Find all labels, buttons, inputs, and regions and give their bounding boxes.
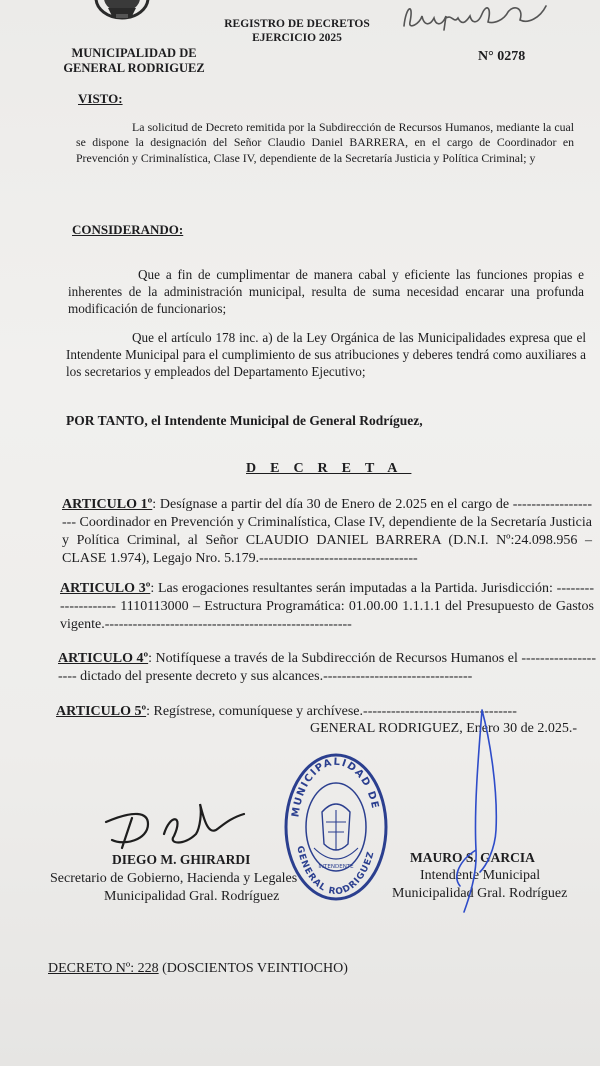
footer-decree-number [48,961,348,977]
article-5-text: : Regístrese, comuníquese y archívese.--------------------------------- [146,704,517,719]
handwritten-signature-garcia [420,700,550,920]
article-3-text: : Las erogaciones resultantes serán imputadas a la Partida. Jurisdicción: -------------------- 1110113000 – Estructura Programática: 01.00.00 1.1.1.1 del Presupuesto de Gastos vigente.----------------------------------------------------- [60,581,594,632]
visto-heading: VISTO: [78,91,123,106]
left-signatory-org: Municipalidad Gral. Rodríguez [104,889,280,904]
article-1 [62,496,592,568]
coat-of-arms-icon [86,0,158,24]
considerando-paragraph-2: Que el artículo 178 inc. a) de la Ley Orgánica de las Municipalidades expresa que el Intendente Municipal para el cumplimiento de sus atribuciones y deberes tendrá como auxiliares a los secretarios y empleados del Departamento Ejecutivo; [66,330,586,379]
article-5-label: ARTICULO 5º [56,704,147,719]
date-line: GENERAL RODRIGUEZ, Enero 30 de 2.025.- [310,721,577,736]
registry-line-1: REGISTRO DE DECRETOS [224,18,370,30]
right-signatory-role: Intendente Municipal [420,868,541,883]
svg-text:GENERAL RODRIGUEZ: GENERAL RODRIGUEZ [294,845,377,898]
article-3 [60,580,594,634]
municipality-title [60,46,208,76]
handwritten-signature-ghirardi [104,794,254,854]
registry-title [222,17,372,45]
decreta-heading: DECRETA [246,461,412,476]
municipal-seal-stamp [282,752,390,902]
municipality-line-2: GENERAL RODRIGUEZ [63,61,205,75]
considerando-heading: CONSIDERANDO: [72,222,184,237]
left-signatory-role: Secretario de Gobierno, Hacienda y Legales [50,871,298,886]
municipality-line-1: MUNICIPALIDAD DE [71,46,197,60]
svg-text:INTENDENTE: INTENDENTE [318,864,354,870]
article-1-label: ARTICULO 1º [62,497,153,512]
visto-text: La solicitud de Decreto remitida por la Subdirección de Recursos Humanos, mediante la cual se dispone la designación del Señor Claudio Daniel BARRERA, en el cargo de Coordinador en Prevención y Criminalística, Clase IV, dependiente de la Secretaría Justicia y Política Criminal; y [76,120,574,165]
article-1-text: : Desígnase a partir del día 30 de Enero de 2.025 en el cargo de -------------------- Coordinador en Prevención y Criminalística, Clase IV, dependiente de la Secretaría Justicia y Política Criminal, al Señor CLAUDIO DANIEL BARRERA (D.N.I. Nº:24.098.956 – CLASE 1.974), Legajo Nro. 5.179.---------------------------------- [62,497,592,566]
right-signatory-name: MAURO S. GARCIA [410,850,535,865]
left-signatory-name: DIEGO M. GHIRARDI [112,852,251,867]
article-4-text: : Notifíquese a través de la Subdirección de Recursos Humanos el -------------------- dictado del presente decreto y sus alcances.-------------------------------- [58,651,596,684]
considerando-paragraph-1: Que a fin de cumplimentar de manera cabal y eficiente las funciones propias e inherentes de la administración municipal, resulta de suma necesidad encarar una profunda modificación de funcionarios; [68,267,584,316]
svg-text:MUNICIPALIDAD DE: MUNICIPALIDAD DE [290,756,381,818]
article-3-label: ARTICULO 3º [60,581,151,596]
article-4-label: ARTICULO 4º [58,651,149,666]
footer-decree-label: DECRETO Nº: 228 [48,961,159,976]
footer-decree-words: (DOSCIENTOS VEINTIOCHO) [158,961,348,976]
por-tanto-line: POR TANTO, el Intendente Municipal de General Rodríguez, [66,413,423,428]
article-4 [58,650,596,686]
decree-number-header: N° 0278 [478,49,526,64]
right-signatory-org: Municipalidad Gral. Rodríguez [392,886,568,901]
handwritten-initials-signature [400,0,550,40]
registry-line-2: EJERCICIO 2025 [252,32,342,44]
